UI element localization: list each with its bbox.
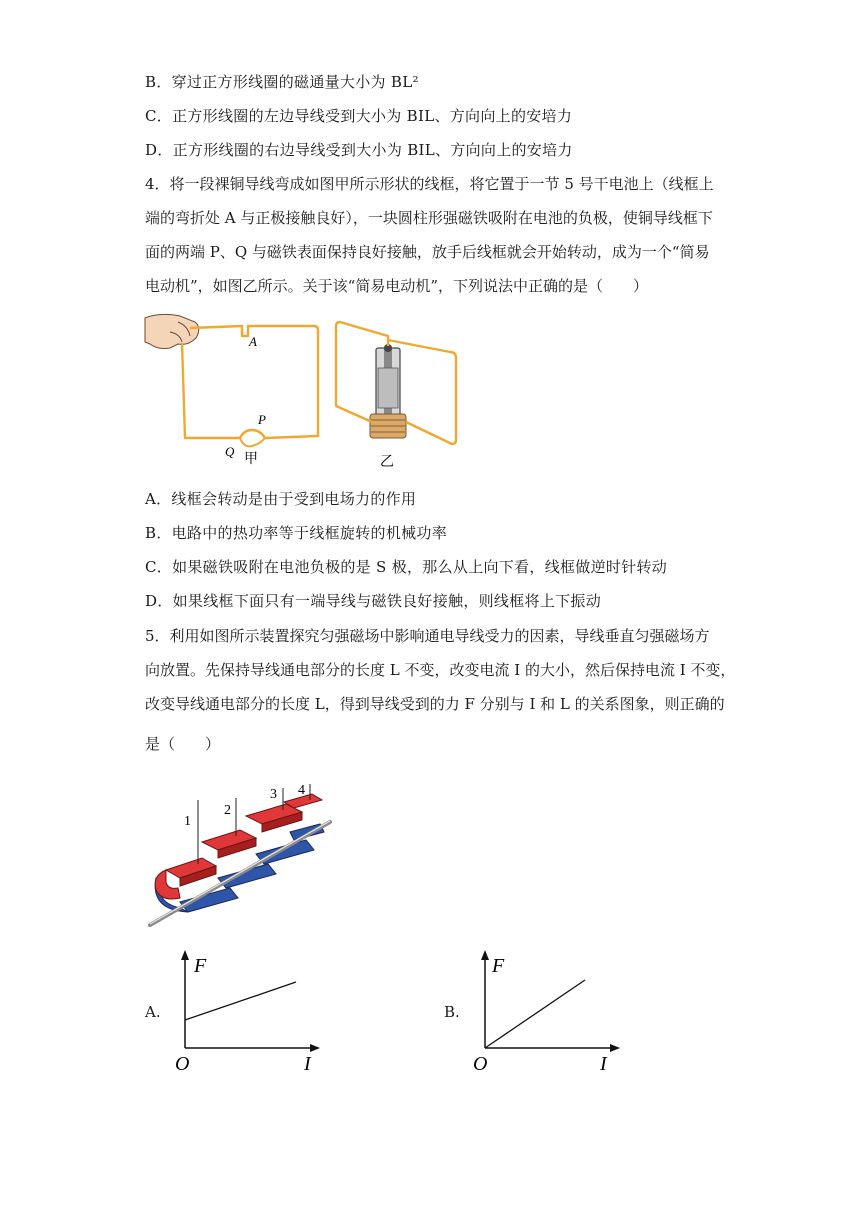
q3-option-d: D．正方形线圈的右边导线受到大小为 BIL、方向向上的安培力: [145, 141, 573, 159]
q5-stem-line: 向放置。先保持导线通电部分的长度 L 不变，改变电流 I 的大小，然后保持电流 I 不变，: [145, 661, 736, 679]
label-a: A: [249, 334, 257, 349]
q4-stem-line: 端的弯折处 A 与正极接触良好），一块圆柱形强磁铁吸附在电池的负极，使铜导线框下: [145, 209, 713, 227]
graph-b-line: [485, 980, 585, 1048]
q5-stem: [145, 619, 736, 761]
q4-option-a: A．线框会转动是由于受到电场力的作用: [145, 490, 417, 508]
magnet-number-2: 2: [224, 803, 231, 818]
label-p: P: [258, 412, 266, 427]
q4-option-d: D．如果线框下面只有一端导线与磁铁良好接触，则线框将上下振动: [145, 592, 602, 610]
graph-a-origin: O: [175, 1053, 190, 1075]
q4-stem: [145, 167, 720, 303]
graph-a-option: A.: [145, 1003, 161, 1021]
magnet-number-3: 3: [270, 787, 277, 802]
graph-a-y-label: F: [194, 955, 207, 977]
q4-stem-line: 4．将一段裸铜导线弯成如图甲所示形状的线框，将它置于一节 5 号干电池上（线框上: [145, 175, 714, 193]
graph-b-option: B.: [444, 1003, 460, 1021]
battery-icon: [376, 344, 400, 418]
graph-b-origin: O: [473, 1053, 488, 1075]
q4-stem-line: 电动机”，如图乙所示。关于该“简易电动机”，下列说法中正确的是（ ）: [145, 277, 649, 295]
magnet-number-1: 1: [184, 814, 191, 829]
q5-stem-line: 改变导线通电部分的长度 L，得到导线受到的力 F 分别与 I 和 L 的关系图象，则正确的: [145, 695, 725, 713]
magnet-number-4: 4: [298, 783, 305, 798]
magnet-apparatus-figure: [140, 770, 340, 940]
q4-option-b: B．电路中的热功率等于线框旋转的机械功率: [145, 524, 448, 542]
q5-stem-line: 是（ ）: [145, 735, 221, 753]
q5-stem-line: 5．利用如图所示装置探究匀强磁场中影响通电导线受力的因素，导线垂直匀强磁场方: [145, 627, 710, 645]
graph-a: [170, 948, 330, 1078]
label-jia: 甲: [244, 452, 258, 467]
graph-b: [470, 948, 630, 1078]
label-yi: 乙: [380, 455, 394, 470]
q4-option-c: C．如果磁铁吸附在电池负极的是 S 极，那么从上向下看，线框做逆时针转动: [145, 558, 668, 576]
magnet-cylinder-icon: [370, 414, 406, 438]
q3-option-b: B．穿过正方形线圈的磁通量大小为 BL²: [145, 73, 419, 91]
graph-a-line: [185, 982, 296, 1020]
graph-b-x-label: I: [600, 1053, 607, 1075]
hand-icon: [145, 314, 199, 348]
motor-figure: [140, 308, 470, 478]
label-q: Q: [225, 444, 235, 459]
q3-option-c: C．正方形线圈的左边导线受到大小为 BIL、方向向上的安培力: [145, 107, 573, 125]
graph-b-y-label: F: [492, 955, 505, 977]
graph-a-x-label: I: [304, 1053, 311, 1075]
q4-stem-line: 面的两端 P、Q 与磁铁表面保持良好接触，放手后线框就会开始转动，成为一个“简易: [145, 243, 710, 261]
